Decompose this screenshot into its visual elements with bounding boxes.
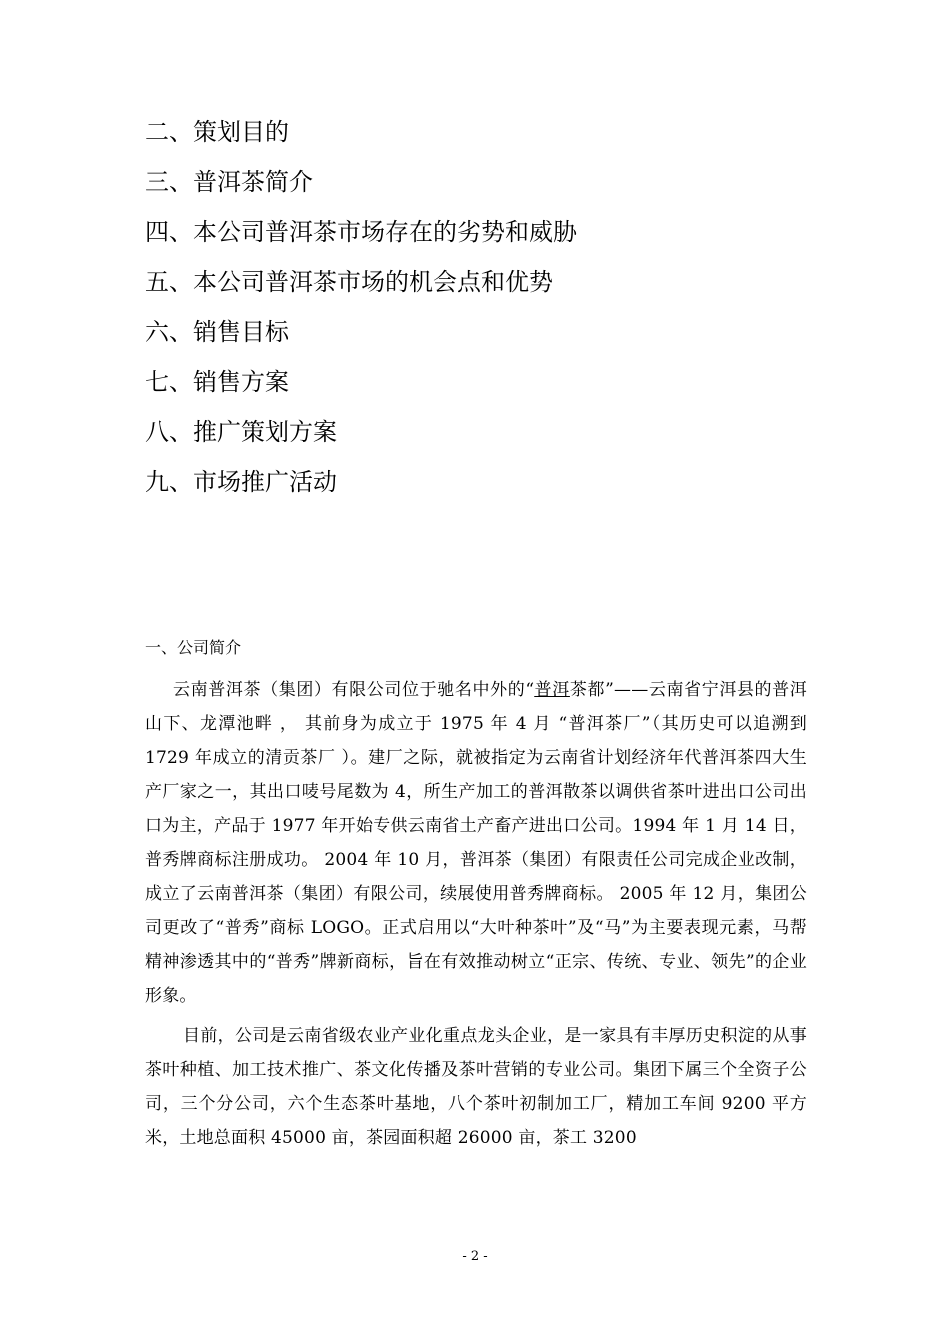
toc-item: 六、销售目标 [145, 318, 289, 346]
section-body [145, 673, 807, 1155]
table-of-contents [145, 112, 577, 512]
paragraph-company-status: 目前，公司是云南省级农业产业化重点龙头企业，是一家具有丰厚历史积淀的从事茶叶种植、加工技术推广、茶文化传播及茶叶营销的专业公司。集团下属三个全资子公司，三个分公司，六个生态茶叶基地，八个茶叶初制加工厂，精加工车间 9200 平方米，土地总面积 45000 亩，茶园面积超 26000 亩，茶工 3200 [145, 1026, 807, 1148]
toc-item: 三、普洱茶简介 [145, 168, 313, 196]
toc-item: 九、市场推广活动 [145, 468, 337, 496]
paragraph-text: 云南普洱茶（集团）有限公司位于驰名中外的“ [173, 680, 535, 700]
toc-item: 四、本公司普洱茶市场存在的劣势和威胁 [145, 218, 577, 246]
underlined-text: 普洱 [534, 680, 570, 700]
section-heading: 一、公司简介 [145, 638, 242, 657]
toc-item: 八、推广策划方案 [145, 418, 337, 446]
toc-item: 五、本公司普洱茶市场的机会点和优势 [145, 268, 553, 296]
paragraph-company-history [145, 673, 807, 1013]
page-number: - 2 - [462, 1249, 488, 1264]
paragraph-text: 茶都”——云南省宁洱县的普洱山下、龙潭池畔 ， 其前身为成立于 1975 年 4 月 “普洱茶厂”（其历史可以追溯到1729 年成立的清贡茶厂 ）。建厂之际，就被指定为云南省计划经济年代普洱茶四大生产厂家之一，其出口唛号尾数为 4，所生产加工的普洱散茶以调供省茶叶进出口公司出口为主，产品于 1977 年开始专供云南省土产畜产进出口公司。1994 年 1 月 14 日，普秀牌商标注册成功。 2004 年 10 月，普洱茶（集团）有限责任公司完成企业改制，成立了云南普洱茶（集团）有限公司，续展使用普秀牌商标。 2005 年 12 月，集团公司更改了“普秀”商标 LOGO。正式启用以“大叶种茶叶”及“马”为主要表现元素，马帮精神渗透其中的“普秀”牌新商标，旨在有效推动树立“正宗、传统、专业、领先”的企业形象。 [145, 680, 807, 1006]
toc-item: 二、策划目的 [145, 118, 289, 146]
toc-item: 七、销售方案 [145, 368, 289, 396]
